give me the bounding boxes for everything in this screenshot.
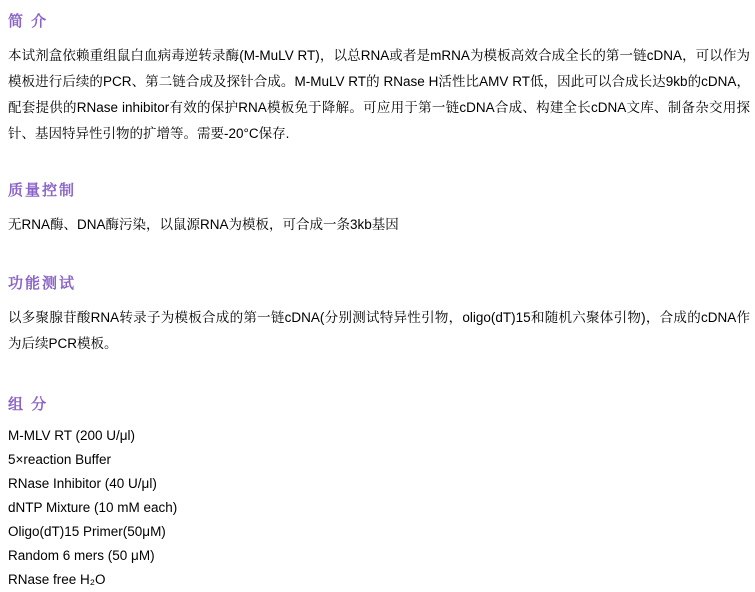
list-item: Oligo(dT)15 Primer(50μM) xyxy=(8,524,166,539)
components-list xyxy=(8,424,745,592)
section-heading-intro: 简 介 xyxy=(8,13,49,30)
section-body-intro: 本试剂盒依赖重组鼠白血病毒逆转录酶(M-MuLV RT)，以总RNA或者是mRNA为模板高效合成全长的第一链cDNA，可以作为模板进行后续的PCR、第二链合成及探针合成。M-MuLV RT的 RNase H活性比AMV RT低，因此可以合成长达9kb的cDNA，配套提供的RNase inhibitor有效的保护RNA模板免于降解。可应用于第一链cDNA合成、构建全长cDNA文库、制备杂交用探针、基因特异性引物的扩增等。需要-20°C保存. xyxy=(8,48,750,141)
list-item: 5×reaction Buffer xyxy=(8,452,111,467)
section-body-quality-control: 无RNA酶、DNA酶污染，以鼠源RNA为模板，可合成一条3kb基因 xyxy=(8,217,399,232)
list-item: RNase free H₂O xyxy=(8,572,106,587)
list-item: M-MLV RT (200 U/μl) xyxy=(8,428,136,443)
list-item: Random 6 mers (50 μM) xyxy=(8,548,155,563)
list-item: dNTP Mixture (10 mM each) xyxy=(8,500,178,515)
section-heading-quality-control: 质量控制 xyxy=(8,182,77,199)
section-body-function-test: 以多聚腺苷酸RNA转录子为模板合成的第一链cDNA(分别测试特异性引物，oligo(dT)15和随机六聚体引物)，合成的cDNA作为后续PCR模板。 xyxy=(8,310,750,351)
section-heading-function-test: 功能测试 xyxy=(8,275,77,292)
section-heading-components: 组 分 xyxy=(8,396,49,413)
list-item: RNase Inhibitor (40 U/μl) xyxy=(8,476,157,491)
